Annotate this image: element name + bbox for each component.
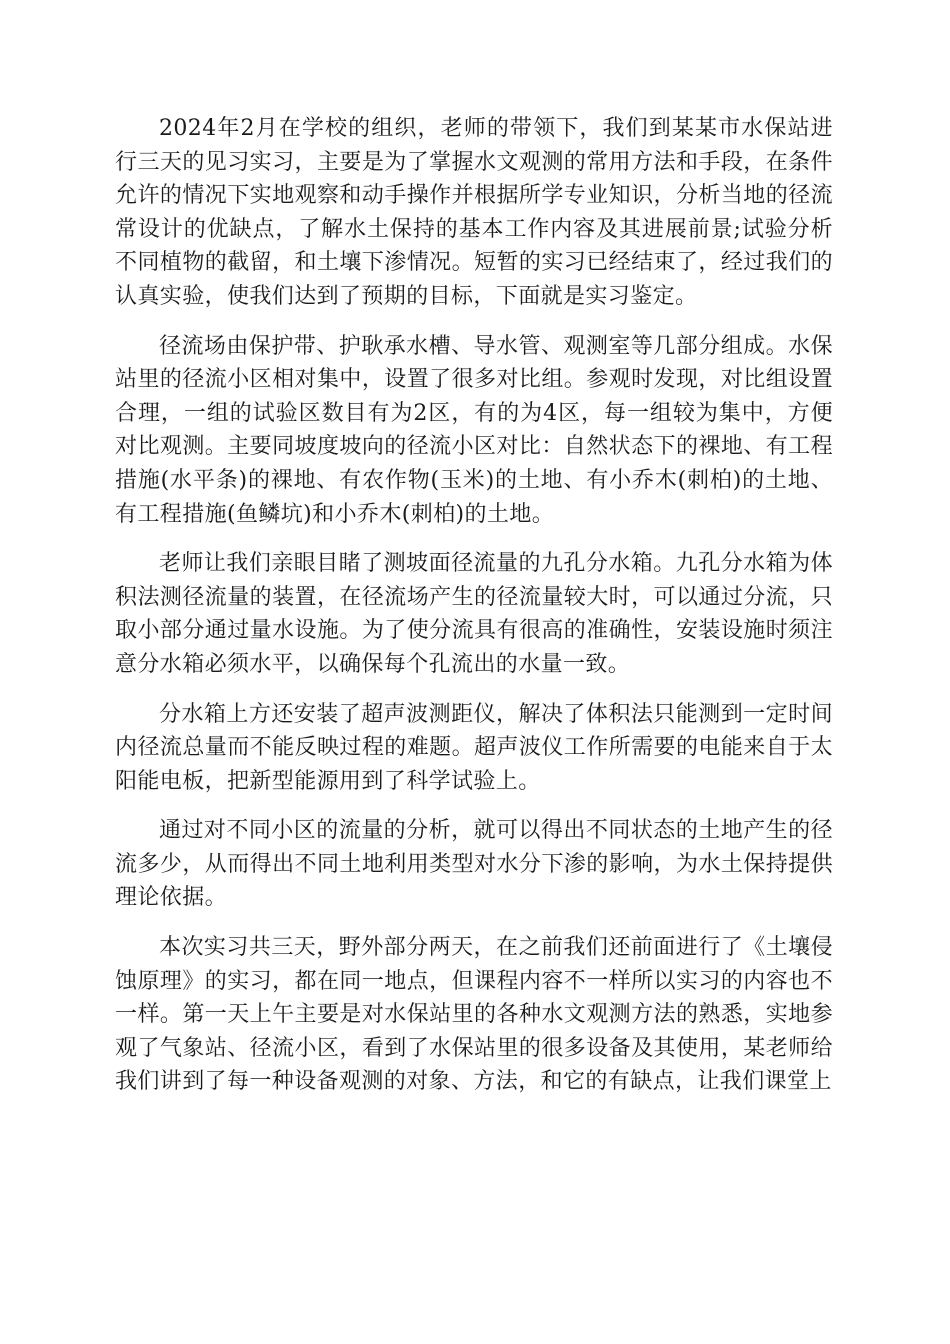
paragraph-3: 老师让我们亲眼目睹了测坡面径流量的九孔分水箱。九孔分水箱为体积法测径流量的装置，在径流场产生的径流量较大时，可以通过分流，只取小部分通过量水设施。为了使分流具有很高的准确性，安装设施时须注意分水箱必须水平，以确保每个孔流出的水量一致。 [115, 551, 833, 677]
paragraph-2: 径流场由保护带、护耿承水槽、导水管、观测室等几部分组成。水保站里的径流小区相对集中，设置了很多对比组。参观时发现，对比组设置合理，一组的试验区数目有为2区，有的为4区，每一组较为集中，方便对比观测。主要同坡度坡向的径流小区对比：自然状态下的裸地、有工程措施(水平条)的裸地、有农作物(玉米)的土地、有小乔木(刺柏)的土地、有工程措施(鱼鳞坑)和小乔木(刺柏)的土地。 [115, 333, 833, 527]
document-body [115, 112, 833, 1115]
paragraph-5: 通过对不同小区的流量的分析，就可以得出不同状态的土地产生的径流多少，从而得出不同土地利用类型对水分下渗的影响，为水土保持提供理论依据。 [115, 818, 833, 911]
paragraph-1: 2024年2月在学校的组织，老师的带领下，我们到某某市水保站进行三天的见习实习，主要是为了掌握水文观测的常用方法和手段，在条件允许的情况下实地观察和动手操作并根据所学专业知识，分析当地的径流常设计的优缺点，了解水土保持的基本工作内容及其进展前景;试验分析不同植物的截留，和土壤下渗情况。短暂的实习已经结束了，经过我们的认真实验，使我们达到了预期的目标，下面就是实习鉴定。 [115, 116, 833, 309]
paragraph-4: 分水箱上方还安装了超声波测距仪，解决了体积法只能测到一定时间内径流总量而不能反映过程的难题。超声波仪工作所需要的电能来自于太阳能电板，把新型能源用到了科学试验上。 [115, 701, 833, 794]
paragraph-6: 本次实习共三天，野外部分两天，在之前我们还前面进行了《土壤侵蚀原理》的实习，都在同一地点，但课程内容不一样所以实习的内容也不一样。第一天上午主要是对水保站里的各种水文观测方法的熟悉，实地参观了气象站、径流小区，看到了水保站里的很多设备及其使用，某老师给我们讲到了每一种设备观测的对象、方法，和它的有缺点，让我们课堂上 [115, 935, 833, 1095]
